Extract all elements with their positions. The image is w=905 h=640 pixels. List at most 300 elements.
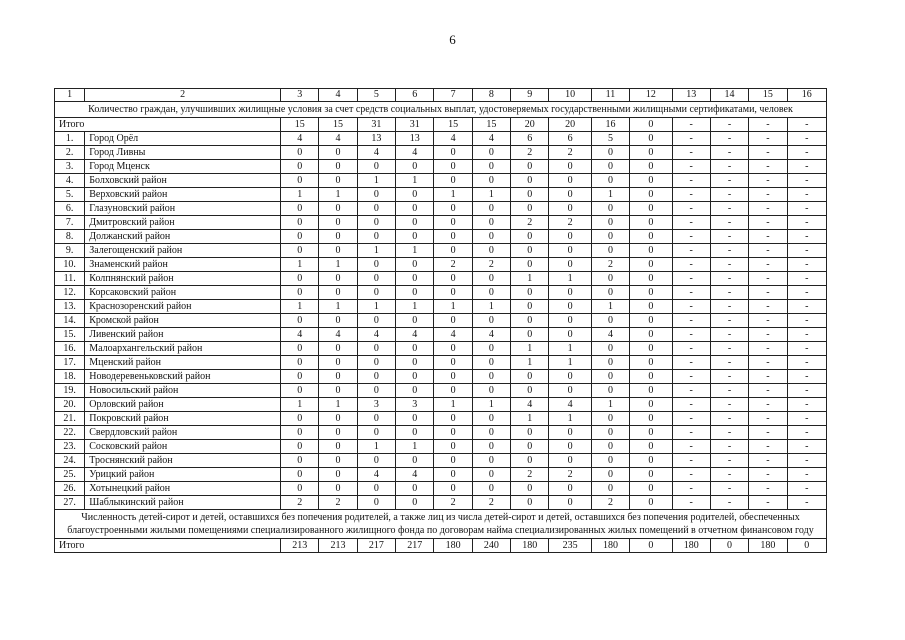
total-value: 240: [472, 539, 510, 553]
cell-value: 0: [630, 258, 672, 272]
cell-value: -: [672, 230, 710, 244]
cell-value: 0: [511, 314, 549, 328]
total-value: 0: [630, 118, 672, 132]
table-row: [55, 412, 827, 426]
cell-value: 0: [434, 440, 472, 454]
row-number: 3.: [55, 160, 85, 174]
table-row: [55, 370, 827, 384]
cell-value: 0: [434, 356, 472, 370]
cell-value: 0: [511, 454, 549, 468]
cell-value: 0: [281, 454, 319, 468]
table-row: [55, 300, 827, 314]
cell-value: 1: [511, 272, 549, 286]
cell-value: 2: [591, 496, 629, 510]
total-value: 217: [396, 539, 434, 553]
cell-value: 1: [281, 300, 319, 314]
cell-value: 4: [319, 328, 357, 342]
table-row: [55, 132, 827, 146]
cell-value: 0: [549, 286, 591, 300]
total-value: 15: [281, 118, 319, 132]
cell-value: 0: [472, 412, 510, 426]
cell-value: 1: [434, 188, 472, 202]
cell-value: 0: [630, 300, 672, 314]
cell-value: 0: [281, 342, 319, 356]
data-table: [54, 88, 827, 553]
cell-value: 0: [319, 244, 357, 258]
cell-value: 0: [472, 454, 510, 468]
district-name: Орловский район: [85, 398, 281, 412]
cell-value: 1: [281, 258, 319, 272]
cell-value: -: [672, 160, 710, 174]
cell-value: 0: [591, 202, 629, 216]
header-cell: 7: [434, 89, 472, 102]
district-name: Новосильский район: [85, 384, 281, 398]
district-name: Сосковский район: [85, 440, 281, 454]
cell-value: 0: [281, 272, 319, 286]
cell-value: -: [672, 356, 710, 370]
district-name: Город Ливны: [85, 146, 281, 160]
cell-value: 0: [549, 202, 591, 216]
cell-value: 1: [396, 440, 434, 454]
cell-value: -: [787, 132, 826, 146]
row-number: 5.: [55, 188, 85, 202]
cell-value: 0: [630, 160, 672, 174]
cell-value: -: [710, 454, 748, 468]
cell-value: -: [710, 230, 748, 244]
cell-value: -: [749, 468, 787, 482]
row-number: 22.: [55, 426, 85, 440]
district-name: Новодеревеньковский район: [85, 370, 281, 384]
cell-value: -: [710, 496, 748, 510]
cell-value: 0: [591, 160, 629, 174]
cell-value: -: [787, 426, 826, 440]
cell-value: 0: [591, 216, 629, 230]
total-label: Итого: [55, 539, 281, 553]
cell-value: 0: [281, 440, 319, 454]
cell-value: 0: [434, 230, 472, 244]
cell-value: 2: [472, 258, 510, 272]
cell-value: 0: [434, 286, 472, 300]
cell-value: 4: [511, 398, 549, 412]
cell-value: 0: [319, 314, 357, 328]
cell-value: 0: [434, 412, 472, 426]
cell-value: -: [787, 258, 826, 272]
cell-value: 0: [434, 202, 472, 216]
cell-value: 4: [434, 132, 472, 146]
cell-value: 0: [630, 314, 672, 328]
total-value: 180: [511, 539, 549, 553]
cell-value: 0: [511, 174, 549, 188]
cell-value: 4: [281, 132, 319, 146]
cell-value: 1: [511, 342, 549, 356]
cell-value: -: [710, 258, 748, 272]
cell-value: 2: [281, 496, 319, 510]
cell-value: -: [787, 496, 826, 510]
cell-value: 0: [591, 482, 629, 496]
cell-value: 1: [396, 174, 434, 188]
cell-value: 0: [591, 230, 629, 244]
cell-value: 0: [472, 426, 510, 440]
cell-value: 0: [630, 230, 672, 244]
cell-value: -: [672, 454, 710, 468]
cell-value: 0: [472, 314, 510, 328]
cell-value: 0: [630, 244, 672, 258]
cell-value: 2: [511, 468, 549, 482]
cell-value: 0: [511, 384, 549, 398]
header-cell: 10: [549, 89, 591, 102]
cell-value: -: [672, 216, 710, 230]
cell-value: 0: [591, 174, 629, 188]
cell-value: -: [672, 398, 710, 412]
cell-value: 0: [549, 230, 591, 244]
cell-value: 1: [357, 300, 395, 314]
district-name: Город Орёл: [85, 132, 281, 146]
header-cell: 1: [55, 89, 85, 102]
cell-value: 0: [549, 314, 591, 328]
cell-value: 0: [591, 440, 629, 454]
table-row: [55, 258, 827, 272]
cell-value: 0: [396, 272, 434, 286]
cell-value: 0: [281, 244, 319, 258]
cell-value: -: [787, 286, 826, 300]
cell-value: -: [710, 412, 748, 426]
table-row: [55, 398, 827, 412]
cell-value: 0: [396, 258, 434, 272]
cell-value: 0: [511, 258, 549, 272]
cell-value: 0: [630, 482, 672, 496]
cell-value: 0: [511, 370, 549, 384]
cell-value: 0: [357, 286, 395, 300]
row-number: 7.: [55, 216, 85, 230]
cell-value: 1: [319, 188, 357, 202]
cell-value: -: [749, 384, 787, 398]
cell-value: -: [749, 216, 787, 230]
cell-value: -: [672, 328, 710, 342]
cell-value: -: [672, 496, 710, 510]
total-value: 235: [549, 539, 591, 553]
total-value: 180: [749, 539, 787, 553]
cell-value: 1: [434, 300, 472, 314]
row-number: 1.: [55, 132, 85, 146]
cell-value: 0: [434, 216, 472, 230]
section1-title: Количество граждан, улучшивших жилищные условия за счет средств социальных выплат, удостоверяемых государственными жилищными сертификатами, человек: [55, 102, 827, 118]
cell-value: -: [787, 454, 826, 468]
cell-value: -: [672, 468, 710, 482]
cell-value: -: [749, 426, 787, 440]
cell-value: 0: [549, 244, 591, 258]
cell-value: 0: [630, 496, 672, 510]
cell-value: -: [749, 412, 787, 426]
cell-value: -: [672, 384, 710, 398]
cell-value: 0: [396, 412, 434, 426]
cell-value: 0: [396, 202, 434, 216]
header-cell: 6: [396, 89, 434, 102]
district-name: Дмитровский район: [85, 216, 281, 230]
cell-value: 1: [281, 188, 319, 202]
cell-value: 0: [281, 356, 319, 370]
cell-value: 0: [357, 426, 395, 440]
cell-value: 0: [549, 384, 591, 398]
cell-value: 0: [357, 230, 395, 244]
district-name: Шаблыкинский район: [85, 496, 281, 510]
total-value: 31: [357, 118, 395, 132]
table-row: [55, 356, 827, 370]
cell-value: 0: [630, 440, 672, 454]
total-row: [55, 539, 827, 553]
cell-value: 0: [281, 370, 319, 384]
district-name: Знаменский район: [85, 258, 281, 272]
cell-value: 0: [357, 454, 395, 468]
cell-value: -: [749, 230, 787, 244]
cell-value: 1: [549, 356, 591, 370]
cell-value: 0: [434, 426, 472, 440]
header-cell: 15: [749, 89, 787, 102]
cell-value: -: [710, 146, 748, 160]
cell-value: 0: [591, 286, 629, 300]
district-name: Хотынецкий район: [85, 482, 281, 496]
cell-value: 0: [549, 188, 591, 202]
row-number: 18.: [55, 370, 85, 384]
cell-value: -: [672, 272, 710, 286]
cell-value: 0: [630, 356, 672, 370]
cell-value: 0: [549, 160, 591, 174]
cell-value: 0: [357, 188, 395, 202]
cell-value: 1: [549, 412, 591, 426]
page-number: 6: [449, 32, 456, 47]
cell-value: 0: [319, 370, 357, 384]
cell-value: 1: [396, 300, 434, 314]
cell-value: -: [672, 146, 710, 160]
row-number: 25.: [55, 468, 85, 482]
cell-value: 1: [591, 398, 629, 412]
cell-value: 0: [319, 216, 357, 230]
cell-value: -: [749, 496, 787, 510]
row-number: 13.: [55, 300, 85, 314]
total-value: 180: [591, 539, 629, 553]
cell-value: 0: [396, 370, 434, 384]
cell-value: 0: [511, 188, 549, 202]
cell-value: 0: [472, 370, 510, 384]
cell-value: 2: [549, 216, 591, 230]
total-value: 16: [591, 118, 629, 132]
cell-value: 2: [511, 216, 549, 230]
cell-value: 0: [511, 244, 549, 258]
cell-value: -: [672, 412, 710, 426]
cell-value: 6: [549, 132, 591, 146]
cell-value: 1: [472, 188, 510, 202]
cell-value: -: [749, 300, 787, 314]
cell-value: -: [787, 370, 826, 384]
cell-value: -: [672, 300, 710, 314]
cell-value: 0: [630, 454, 672, 468]
row-number: 27.: [55, 496, 85, 510]
total-value: 15: [472, 118, 510, 132]
cell-value: 0: [434, 482, 472, 496]
total-value: 180: [672, 539, 710, 553]
row-number: 20.: [55, 398, 85, 412]
cell-value: 0: [357, 258, 395, 272]
cell-value: -: [749, 244, 787, 258]
cell-value: -: [710, 286, 748, 300]
cell-value: 0: [630, 398, 672, 412]
total-value: 0: [710, 539, 748, 553]
cell-value: 0: [630, 132, 672, 146]
cell-value: -: [787, 230, 826, 244]
cell-value: 3: [357, 398, 395, 412]
cell-value: 0: [591, 468, 629, 482]
cell-value: 0: [549, 258, 591, 272]
cell-value: -: [672, 426, 710, 440]
cell-value: 0: [357, 412, 395, 426]
cell-value: -: [710, 370, 748, 384]
cell-value: 1: [357, 440, 395, 454]
total-value: -: [787, 118, 826, 132]
cell-value: 0: [281, 230, 319, 244]
cell-value: 0: [434, 314, 472, 328]
cell-value: 0: [396, 160, 434, 174]
district-name: Ливенский район: [85, 328, 281, 342]
cell-value: 0: [434, 272, 472, 286]
cell-value: 0: [434, 160, 472, 174]
district-name: Краснозоренский район: [85, 300, 281, 314]
cell-value: -: [710, 300, 748, 314]
total-value: 217: [357, 539, 395, 553]
cell-value: 0: [549, 440, 591, 454]
cell-value: 0: [434, 370, 472, 384]
cell-value: 0: [319, 482, 357, 496]
row-number: 14.: [55, 314, 85, 328]
cell-value: -: [749, 132, 787, 146]
cell-value: -: [672, 202, 710, 216]
district-name: Мценский район: [85, 356, 281, 370]
cell-value: 0: [396, 314, 434, 328]
cell-value: 0: [472, 286, 510, 300]
cell-value: -: [710, 244, 748, 258]
cell-value: -: [710, 440, 748, 454]
row-number: 12.: [55, 286, 85, 300]
cell-value: -: [787, 412, 826, 426]
cell-value: 2: [549, 146, 591, 160]
cell-value: -: [672, 342, 710, 356]
district-name: Болховский район: [85, 174, 281, 188]
table-row: [55, 454, 827, 468]
cell-value: 0: [511, 286, 549, 300]
cell-value: 13: [357, 132, 395, 146]
cell-value: 0: [472, 174, 510, 188]
cell-value: 4: [396, 328, 434, 342]
cell-value: 0: [472, 384, 510, 398]
cell-value: 0: [357, 202, 395, 216]
cell-value: 1: [472, 398, 510, 412]
cell-value: 0: [396, 454, 434, 468]
cell-value: 0: [281, 468, 319, 482]
cell-value: 0: [511, 202, 549, 216]
cell-value: 0: [357, 370, 395, 384]
cell-value: 0: [591, 370, 629, 384]
header-cell: 13: [672, 89, 710, 102]
cell-value: 0: [472, 272, 510, 286]
cell-value: -: [710, 272, 748, 286]
cell-value: -: [787, 398, 826, 412]
cell-value: -: [672, 244, 710, 258]
cell-value: 0: [281, 314, 319, 328]
table-row: [55, 440, 827, 454]
cell-value: 4: [357, 328, 395, 342]
row-number: 17.: [55, 356, 85, 370]
cell-value: 13: [396, 132, 434, 146]
cell-value: 0: [319, 440, 357, 454]
cell-value: -: [787, 314, 826, 328]
cell-value: -: [749, 286, 787, 300]
cell-value: 0: [472, 482, 510, 496]
cell-value: 0: [319, 356, 357, 370]
cell-value: -: [672, 370, 710, 384]
cell-value: 0: [357, 216, 395, 230]
cell-value: 0: [357, 356, 395, 370]
cell-value: 0: [472, 202, 510, 216]
district-name: Залегощенский район: [85, 244, 281, 258]
cell-value: 0: [630, 202, 672, 216]
cell-value: -: [787, 342, 826, 356]
cell-value: 4: [396, 146, 434, 160]
cell-value: -: [787, 328, 826, 342]
cell-value: 0: [591, 384, 629, 398]
cell-value: -: [710, 314, 748, 328]
header-cell: 12: [630, 89, 672, 102]
cell-value: 0: [630, 146, 672, 160]
cell-value: -: [787, 160, 826, 174]
cell-value: 0: [511, 160, 549, 174]
cell-value: 0: [281, 216, 319, 230]
cell-value: 0: [472, 342, 510, 356]
total-value: 213: [281, 539, 319, 553]
section-title-row: [55, 102, 827, 118]
cell-value: -: [710, 342, 748, 356]
cell-value: 0: [472, 216, 510, 230]
cell-value: 0: [281, 146, 319, 160]
cell-value: 0: [511, 328, 549, 342]
cell-value: -: [710, 356, 748, 370]
cell-value: -: [710, 328, 748, 342]
row-number: 26.: [55, 482, 85, 496]
cell-value: 0: [591, 426, 629, 440]
total-value: 15: [319, 118, 357, 132]
cell-value: 0: [319, 146, 357, 160]
table-row: [55, 244, 827, 258]
row-number: 6.: [55, 202, 85, 216]
cell-value: 6: [511, 132, 549, 146]
cell-value: 0: [472, 146, 510, 160]
cell-value: 0: [630, 468, 672, 482]
cell-value: 0: [591, 412, 629, 426]
cell-value: 0: [357, 272, 395, 286]
table-row: [55, 216, 827, 230]
cell-value: 0: [281, 160, 319, 174]
district-name: Глазуновский район: [85, 202, 281, 216]
cell-value: -: [710, 482, 748, 496]
district-name: Свердловский район: [85, 426, 281, 440]
total-value: 31: [396, 118, 434, 132]
total-value: 180: [434, 539, 472, 553]
table-row: [55, 328, 827, 342]
cell-value: -: [672, 440, 710, 454]
cell-value: -: [787, 188, 826, 202]
cell-value: 4: [434, 328, 472, 342]
cell-value: -: [672, 188, 710, 202]
table-row: [55, 160, 827, 174]
cell-value: 0: [472, 160, 510, 174]
cell-value: 4: [281, 328, 319, 342]
